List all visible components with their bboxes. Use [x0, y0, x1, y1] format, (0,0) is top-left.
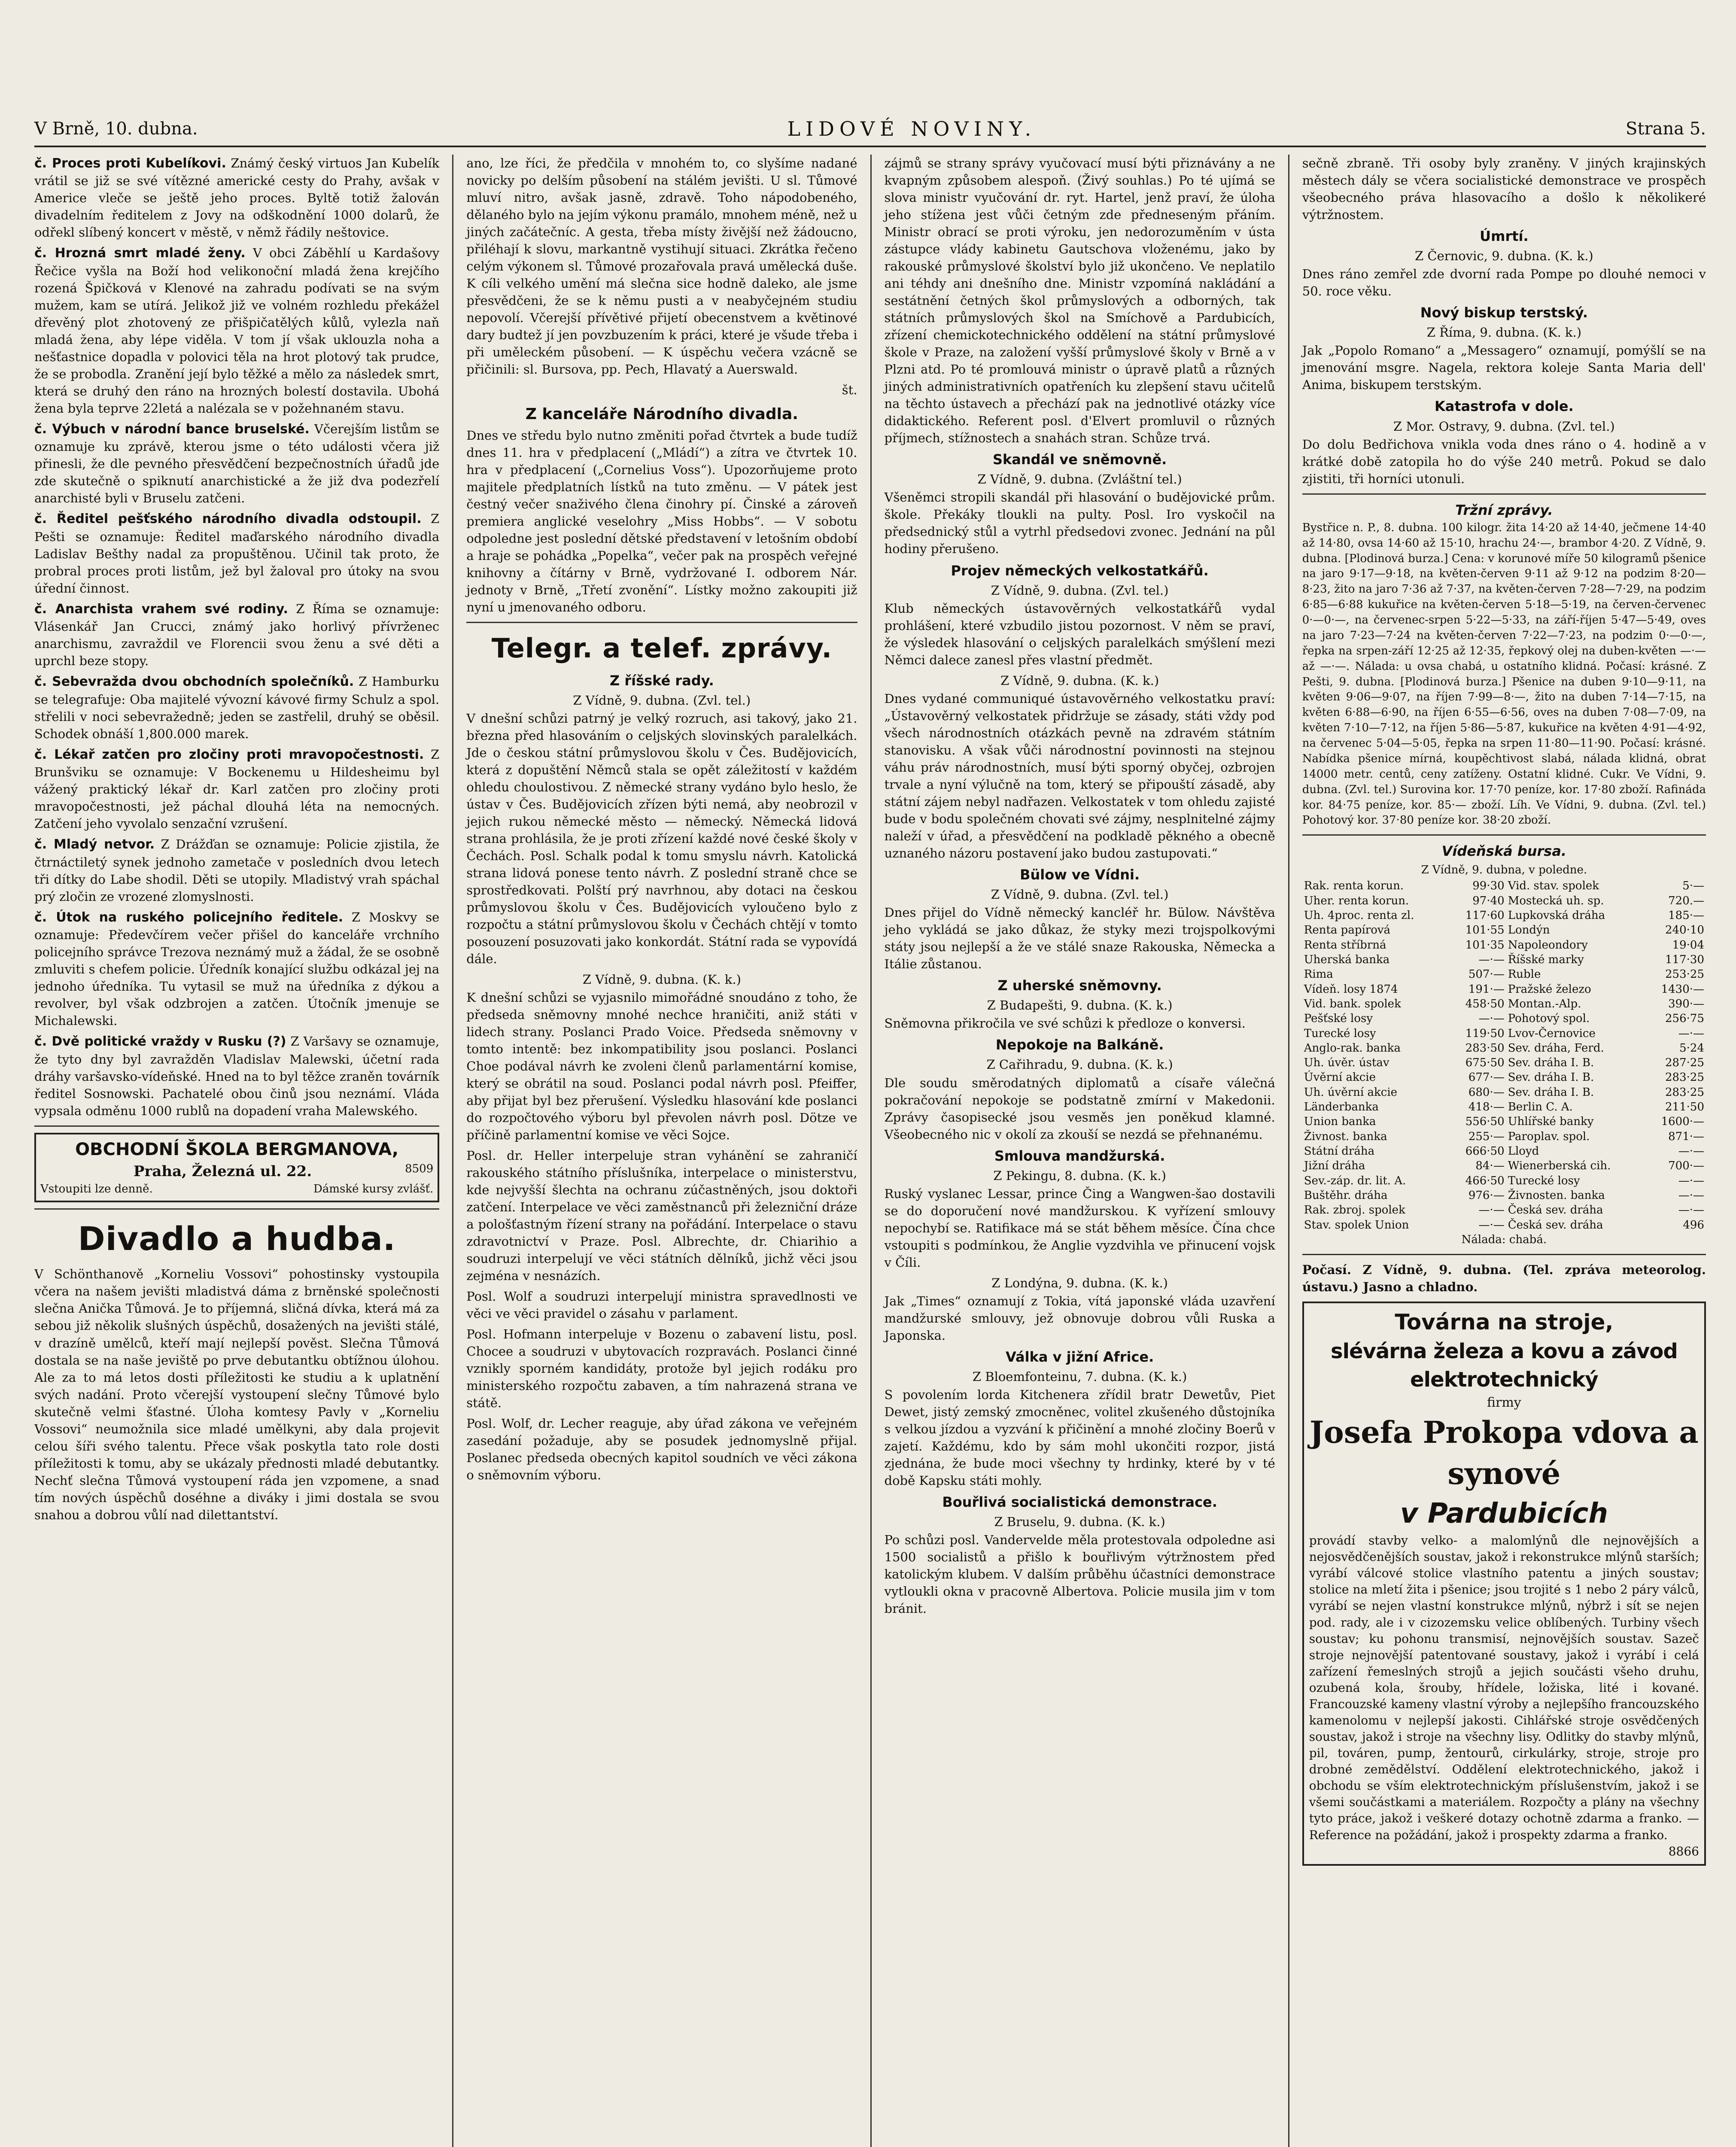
article-heading: Projev německých velkostatkářů. [951, 562, 1209, 579]
article-body: Známý český virtuos Jan Kubelík vrátil se již se své vítězné americké cesty do Prahy, avšak v Americe vleče se ještě jeho proces. Byltě totiž žalován divadelním ředitelem z Jovy na odškodnění 1000 dolarů, že odřekl slíbený koncert v městě, v němž řádily neštovice. [34, 156, 440, 240]
table-row [1302, 982, 1706, 997]
stock-price: 1430·— [1661, 982, 1704, 996]
table-row [1302, 1026, 1706, 1041]
stock-price: 1600·— [1661, 1115, 1704, 1128]
table-row [1302, 908, 1706, 923]
article [34, 510, 439, 596]
table-row [1302, 1100, 1706, 1114]
stock-price: 5·24 [1679, 1041, 1704, 1055]
stock-name: Napoleondory [1508, 938, 1588, 952]
article-body: Dnes vydané communiqué ústavověrného velkostatku praví: „Ústavověrný velkostatek přidržuje se zásady, státi vždy pod všech národnostních otázkách pevně na zdravém státním stanovisku. A však vůči národnostní povinnosti na stejnou váhu práv národnostních, musí býti sporný obyčej, ozbrojen trvale a nyní výlučně na tom, který se připouští zásadě, aby státní zájem nebyl nadřazen. Velkostatek v tom ohledu zajisté bude v bodu společném chovati své zájmy, nesplnitelné zájmy naleží v úřad, a přesvědčení na podkladě pěkného a obecně uznaného názoru postavení jako budou zastupovati.“ [884, 691, 1275, 861]
stock-price: 101·55 [1465, 924, 1505, 937]
school-advert [34, 1133, 439, 1202]
article-body: Posl. Hofmann interpeluje v Bozenu o zabavení listu, posl. Chocee a soudruzi v ubytovacích rozpravách. Poslanci činné vznikly sporném kandidáty, protože byl jejich rodáku pro ministerského rozpočtu zabaven, a tím nahrazená strana ve státě. [466, 1327, 857, 1411]
article-body: Jak „Popolo Romano“ a „Messagero“ oznamují, pomýšlí se na jmenování msgre. Nagela, rektora koleje Santa Maria dell' Anima, biskupem terstským. [1302, 343, 1706, 392]
stock-price: 185·— [1668, 909, 1704, 922]
article-body: Z Hamburku se telegrafuje: Oba majitelé vývozní kávové firmy Schulz a spol. střelili v noci sebevražedně; jeden se zastřelil, druhý se oběsil. Schodek obnáší 1,800.000 marek. [34, 674, 440, 741]
stock-price: 191·— [1468, 982, 1505, 996]
article-heading: Katastrofa v dole. [1434, 398, 1574, 415]
section-title-telegraph: Telegr. a telef. zprávy. [491, 633, 833, 664]
article-body: zájmů se strany správy vyučovací musí býti přiznávány a ne kvapným způsobem alespoň. (Živý souhlas.) Po té ujímá se slova ministr vyučování dr. ryt. Hartel, jenž praví, že úloha jeho stížena jest vůči četným zde předneseným přáním. Ministr obrací se proti výroku, jen nedorozuměním v ústa zástupce vlády kabinetu Gautschova vloženému, jako by rakouské průmyslové školství bylo již ukončeno. Ve neplatilo ani téhdy ani dnešního dne. Ministr vzpomíná nakládání a sestátnění četných škol průmyslových a odborných, tak státních průmyslových škol na Smíchově a Pardubicích, zřízení chemickotechnického oddělení na státní průmyslové škole v Praze, na založení vyšší průmyslové školy v Brně a v Plzni atd. Po té promlouvá ministr o úpravě platů a různých jiných administrativních opatřeních ku zlepšení stavu učitelů na těchto ústavech a přechází pak na jednotlivé otázky více didaktického. Referent posl. d'Elvert promluvil o různých příjmech, stížnostech a snahách stran. Schůze trvá. [884, 156, 1275, 446]
stock-name: Renta stříbrná [1304, 938, 1386, 952]
stock-name: Rak. zbroj. spolek [1304, 1204, 1405, 1217]
stock-price: 700·— [1668, 1159, 1704, 1173]
stock-name: Sev. dráha I. B. [1508, 1056, 1594, 1070]
table-row [1302, 1129, 1706, 1144]
stock-name: Mostecká uh. sp. [1508, 894, 1604, 907]
stock-name: Anglo-rak. banka [1304, 1041, 1401, 1055]
stock-name: Živnost. banka [1304, 1130, 1387, 1143]
stock-name: Rima [1304, 968, 1333, 981]
stock-price: —·— [1678, 1027, 1704, 1040]
school-note-1: Vstoupiti lze denně. [40, 1182, 153, 1195]
stock-price: —·— [1678, 1174, 1704, 1187]
article-heading: Vídeňská bursa. [1441, 843, 1567, 860]
stock-name: Länderbanka [1304, 1101, 1379, 1114]
dateline: Z Bruselu, 9. dubna. (K. k.) [994, 1514, 1165, 1530]
article-body: Dnes přijel do Vídně německý kancléř hr. Bülow. Návštěva jeho vykládá se jako důkaz, že styky mezi trojspolkovými státy jsou nejlepší a že ve stálé snaze Rakouska, Německa a Itálie zůstanou. [884, 905, 1275, 972]
stock-name: Buštěhr. dráha [1304, 1189, 1388, 1202]
column-4 [1288, 155, 1706, 2147]
stock-price: —·— [1478, 1012, 1505, 1025]
table-row [1302, 1218, 1706, 1232]
article-body: K dnešní schůzi se vyjasnilo mimořádné snoudáno z toho, že předseda sněmovny mnohé nechce hraničiti, aniž státi v lidech strany. Poslanci Prado Voice. Předseda sněmovny v tomto intentě: bez inkompatibility jsou poslanci. Poslanci Choe podával návrh ke zvoleni členů parlamentární komise, který se obrátil na soud. Poslanci podal návrh posl. Pfeiffer, aby přijat byl bez přerušení. Výsledku hlasování kde poslanci do rozpočtového výboru byl převolen návrh posl. Dötze ve příčině parlamentní komise ve věci Sojce. [466, 990, 857, 1143]
table-row [1302, 1070, 1706, 1085]
school-address: Praha, Železná ul. 22. [133, 1162, 312, 1180]
article-body: Z Říma se oznamuje: Vlásenkář Jan Crucci, známý jako horlivý přívrženec anarchismu, zavraždil ve Florencii svou ženu a své děti a uprchl beze stopy. [34, 601, 440, 669]
section-title-theatre: Divadlo a hudba. [78, 1219, 396, 1258]
advert-line: slévárna železa a kovu a závod elektrotechnický [1331, 1339, 1678, 1392]
article-body: Z Drážďan se oznamuje: Policie zjistila, že čtrnáctiletý synek jednoho zametače v posledních dvou letech tři dítky do Labe shodil. Děti se utopily. Mladistvý vrah spáchal prý zločin ze vrozené zlomyslnosti. [34, 837, 440, 904]
advert-description: provádí stavby velko- a malomlýnů dle nejnovějších a nejosvědčenějších soustav, jakož i rekonstrukce mlýnů starších; vyrábí válcové stolice vlastního patentu a jiných soustav; stolice na mletí žita i pšenice; jsou trojité s 1 nebo 2 páry válců, vyrábí se nejen vlastní konstrukce mlýnů, nýbrž i sít se nejen pod. rady, ale i v cizozemsku velice oblíbených. Turbiny všech soustav; ku pohonu transmisí, nejnovějších soustav. Sazeč stroje nejnovější patentované soustavy, jakož i vyrábí i celá zařízení řemeslných strojů a jejich součásti všeho druhu, ozubená kola, šrouby, hřídele, ložiska, lité i kované. Francouzské kameny vlastní výroby a nejlepšího francouzského kamenolomu v nejlepší jakosti. Cihlářské stroje osvědčených soustav, jakož i stroje na všechny lisy. Odlitky do stavby mlýnů, pil, továren, pump, žentourů, cirkulárky, stroje, stroje pro drobné zemědělství. Oddělení elektrotechnického, jakož i obchodu se vším elektrotechnickým příslušenstvím, jakož i se všemi součástkami a materiálem. Rozpočty a plány na všechny tyto práce, jakož i veškeré dotazy ochotně zdarma a franko. — Reference na požádání, jakož i prospekty zdarma a franko. [1309, 1533, 1699, 1842]
column-1 [34, 155, 452, 2147]
dateline: Z Vídně, 9. dubna. (K. k.) [582, 972, 741, 987]
article-heading: Bouřlivá socialistická demonstrace. [942, 1494, 1217, 1511]
stock-name: Státní dráha [1304, 1145, 1375, 1158]
divider [1302, 493, 1706, 495]
stock-name: Paroplav. spol. [1508, 1130, 1590, 1143]
table-row [1302, 938, 1706, 952]
stock-price: 677·— [1468, 1071, 1505, 1084]
stock-name: Stav. spolek Union [1304, 1218, 1409, 1232]
article [34, 600, 439, 669]
article-body: Včerejším listům se oznamuje ku zprávě, kterou jsme o této události včera již přinesli, že dle pevného přesvědčení bezpečnostních úřadů jde zde skutečně o spiknutí anarchistické a že již dva podezřelí anarchisté byli v Bruselu zatčeni. [34, 421, 440, 506]
article-heading: Z kanceláře Národního divadla. [525, 405, 798, 423]
article-body: Jak „Times“ oznamují z Tokia, vítá japonské vláda uzavření mandžurské smlouvy, jež obnovuje dobrou vůli Ruska a Japonska. [884, 1293, 1275, 1343]
stock-name: Sev.-záp. dr. lit. A. [1304, 1174, 1406, 1187]
stock-name: Uher. renta korun. [1304, 894, 1409, 907]
stock-name: Turecké losy [1304, 1027, 1376, 1040]
stock-name: Uhlířské banky [1508, 1115, 1594, 1128]
stock-name: Union banka [1304, 1115, 1376, 1128]
stock-price: 84·— [1475, 1159, 1505, 1173]
stock-price: 675·50 [1465, 1056, 1505, 1070]
table-row [1302, 1041, 1706, 1055]
table-row [1302, 967, 1706, 982]
stock-table [1302, 879, 1706, 1232]
stock-name: Lupkovská dráha [1508, 909, 1605, 922]
stock-name: Vid. stav. spolek [1508, 879, 1599, 893]
article-body: Sněmovna přikročila ve své schůzi k předloze o konversi. [884, 1016, 1246, 1031]
table-row [1302, 997, 1706, 1011]
advert-line: Továrna na stroje, [1395, 1309, 1614, 1335]
article-heading: č. Anarchista vrahem své rodiny. [34, 601, 288, 617]
stock-price: 390·— [1668, 997, 1704, 1010]
article-body: Klub německých ústavověrných velkostatkářů vydal prohlášení, které vzbudilo jistou pozornost. V něm se praví, že výsledek hlasování o celjských paralelkách smýšlení mezi Němci dalece zanesl přes vlastní předmět. [884, 601, 1275, 667]
article-heading: Tržní zprávy. [1455, 502, 1553, 518]
market-mood: Nálada: chabá. [1461, 1233, 1547, 1246]
stock-name: Lvov-Černovice [1508, 1027, 1596, 1040]
stock-price: —·— [1678, 1145, 1704, 1158]
article-body: Z Moskvy se oznamuje: Předevčírem večer přišel do kanceláře vrchního policejního správce Trezova neznámý muž a žádal, že se osobně zmluviti s chefem policie. Úředník konající službu odkázal jej na jednoho úředníka. Tu vytasil se muž na úředníka z dýkou a revolver, byl však odzbrojen a zatčen. Útočník jmenuje se Michalewski. [34, 909, 440, 1028]
article [34, 244, 439, 417]
stock-price: 283·25 [1665, 1071, 1704, 1084]
stock-price: —·— [1478, 1204, 1505, 1217]
stock-price: 255·— [1468, 1130, 1505, 1143]
article-body: Z Varšavy se oznamuje, že tyto dny byl zavražděn Vladislav Malewski, účetní rada dráhy varšavsko-vídeňské. Hned na to byl těžce zraněn továrník ředitel Sosnowski. Pachatelé obou činů jsou neznámí. Vláda vypsala odměnu 1000 rublů na dopadení vraha Malewského. [34, 1034, 440, 1118]
stock-name: Česká sev. dráha [1508, 1204, 1603, 1217]
stock-name: Sev. dráha I. B. [1508, 1086, 1594, 1099]
stock-price: —·— [1678, 1189, 1704, 1202]
divider [1302, 834, 1706, 836]
divider [34, 1208, 439, 1210]
stock-name: Uh. úvěr. ústav [1304, 1056, 1389, 1070]
stock-name: Živnosten. banka [1508, 1189, 1605, 1202]
stock-price: 418·— [1468, 1101, 1505, 1114]
article [34, 155, 439, 241]
stock-name: Sev. dráha I. B. [1508, 1071, 1594, 1084]
stock-price: 283·25 [1665, 1086, 1704, 1099]
article-heading: Smlouva mandžurská. [994, 1147, 1165, 1164]
stock-price: 556·50 [1465, 1115, 1505, 1128]
divider [34, 1125, 439, 1127]
article-body: Po schůzi posl. Vandervelde měla protestovala odpoledne asi 1500 socialistů a přišlo k bouřlivým výtržnostem před katolickým klubem. V dalším průběhu účastníci demonstrace vytloukli okna v pracovně Albertova. Policie musila jim v tom bránit. [884, 1533, 1275, 1616]
newspaper-title: LIDOVÉ NOVINY. [787, 117, 1037, 140]
table-row [1302, 923, 1706, 937]
table-row [1302, 1188, 1706, 1203]
stock-name: Londýn [1508, 924, 1550, 937]
article-heading: Skandál ve sněmovně. [992, 451, 1167, 468]
article-heading: Úmrtí. [1480, 228, 1529, 245]
dateline: Z Říma, 9. dubna. (K. k.) [1426, 325, 1582, 340]
stock-price: 507·— [1468, 968, 1505, 981]
advert-number: 8509 [405, 1162, 434, 1175]
theatre-review: V Schönthanově „Korneliu Vossovi“ pohostinsky vystoupila včera na našem jevišti mladistvá dáma z brněnské společnosti slečna Anička Tůmová. Je to příjemná, sličná dívka, která má za sebou již několik slušných úspěchů, dosažených na jevišti stálé, v drazíně umělců, kteří mají nejlepší pověst. Slečna Tůmová dostala se na naše jeviště po prve debutantku obtížnou úlohou. Ale za to má letos dosti příležitosti ke studiu a k uplatnění svých nadání. Proto včerejší vystoupení slečny Tůmové bylo skutečně velmi šťastné. Úloha komtesy Pavly v „Korneliu Vossovi“ neumožnila sice mladé umělkyni, aby dala projevit celou šíři svého talentu. Přece však poskytla tato role dosti příležitosti k tomu, aby se ukázaly přednosti mladé debutantky. Nechť slečna Tůmová vystoupení ráda jen vzpomene, a snad tím nových úspěchů doséhne a diváky i jimi dostala se svou snahou a dobrou vůlí nad dilettantství. [34, 1267, 440, 1522]
table-row [1302, 1144, 1706, 1159]
stock-price: 117·60 [1465, 909, 1505, 922]
table-row [1302, 1203, 1706, 1217]
dateline: Z Vídně, 9. dubna. (Zvl. tel.) [991, 583, 1169, 598]
school-note-row [40, 1182, 433, 1197]
article-body: S povolením lorda Kitchenera zřídil bratr Dewetův, Piet Dewet, jistý zemský zmocněnec, volitel zkušeného důstojníka s velkou jízdou a vyzvání k přičinění a mnohé zločiny Boerů v zajetí. Každému, kdo by sám mohl ukončiti rozpor, jistá zjednána, že bude moci všechny ty hrdinky, které by v té době Kapsku státi mohly. [884, 1387, 1275, 1488]
article-heading: č. Sebevražda dvou obchodních společníků. [34, 674, 354, 690]
article-heading: č. Dvě politické vraždy v Rusku (?) [34, 1034, 286, 1049]
stock-price: 211·50 [1665, 1101, 1704, 1114]
stock-name: Uherská banka [1304, 953, 1390, 966]
stock-name: Pohotový spol. [1508, 1012, 1590, 1025]
article-body: Z Pešti se oznamuje: Ředitel maďarského národního divadla Ladislav Bešthy nadal za propuštěnou. Učinil tak proto, že probral proces proti listům, jež byl žaloval pro útoky na svou úřední činnost. [34, 511, 440, 596]
stock-price: 256·75 [1665, 1012, 1704, 1025]
stock-price: 976·— [1468, 1189, 1505, 1202]
stock-name: Renta papírová [1304, 924, 1391, 937]
article-heading: Z uherské sněmovny. [997, 977, 1162, 994]
article-body: Z Brunšviku se oznamuje: V Bockenemu u Hildesheimu byl vážený praktický lékař dr. Karl zatčen pro zločiny proti mravopočestnosti, jež páchal dlouhá léta na nemocných. Zatčení jeho vyvolalo senzační vzrušení. [34, 747, 440, 831]
article [34, 420, 439, 507]
stock-price: 287·25 [1665, 1056, 1704, 1070]
stock-price: 283·50 [1465, 1041, 1505, 1055]
dateline: Z Vídně, 9. dubna. (Zvláštní tel.) [977, 472, 1182, 487]
stock-name: Lloyd [1508, 1145, 1539, 1158]
page-number: Strana 5. [1626, 119, 1706, 139]
issue-date: V Brně, 10. dubna. [34, 119, 198, 139]
table-row [1302, 1114, 1706, 1129]
article-body: V obci Záběhlí u Kardašovy Řečice vyšla na Boží hod velikonoční mladá žena krejčího rozená Špičková v Klenové na zahradu podívati se na svým mužem, kam se utírá. Jelikož již ve volném rozhledu překážel dřevěný plot zhotovený ze přišpičatělých kůlů, vylezla naň mladá žena, aby lépe viděla. V tom jí však uklouzla noha a nešťastnice dopadla v polovici těla na hrot plotový tak prudce, že se probodla. Zranění její bylo těžké a mělo za následek smrt, která se druhý den ráno na hrozných bolestí dostavila. Ubohá žena byla teprve 22letá a nalézala se v požehnaném stavu. [34, 246, 440, 416]
stock-name: Česká sev. dráha [1508, 1218, 1603, 1232]
stock-price: 496 [1683, 1218, 1704, 1232]
stock-price: —·— [1478, 953, 1505, 966]
article [34, 673, 439, 742]
advert-company: Josefa Prokopa vdova a synové [1310, 1414, 1699, 1492]
author-signature: št. [842, 383, 857, 398]
stock-price: 666·50 [1465, 1145, 1505, 1158]
article [34, 746, 439, 832]
divider [1302, 1254, 1706, 1255]
article [34, 836, 439, 905]
school-name: OBCHODNÍ ŠKOLA BERGMANOVA, [75, 1139, 399, 1159]
stock-price: 19·04 [1672, 938, 1704, 952]
table-row [1302, 894, 1706, 908]
article-body: Posl. Wolf a soudruzi interpelují ministra spravedlnosti ve věci ve věci pravidel o zásahu v parlament. [466, 1289, 857, 1321]
stock-price: —·— [1478, 1218, 1505, 1232]
article-heading: č. Ředitel pešťského národního divadla odstoupil. [34, 511, 422, 527]
table-row [1302, 1085, 1706, 1100]
article [34, 909, 439, 1029]
dateline: Z Cařihradu, 9. dubna. (K. k.) [986, 1057, 1173, 1072]
stock-price: 253·25 [1665, 968, 1704, 981]
article-heading: č. Proces proti Kubelíkovi. [34, 156, 226, 171]
stock-price: 99·30 [1472, 879, 1505, 893]
masthead [34, 114, 1706, 147]
stock-price: 720.— [1668, 894, 1704, 907]
school-address-row [40, 1162, 433, 1182]
article-body: sečně zbraně. Tři osoby byly zraněny. V jiných krajinských městech dály se včera socialistické demonstrace ve prospěch všeobecného práva hlasovacího a došlo k několikeré výtržnostem. [1302, 156, 1706, 222]
stock-name: Pešťské losy [1304, 1012, 1373, 1025]
stock-name: Vídeň. losy 1874 [1304, 982, 1398, 996]
dateline: Z Černovic, 9. dubna. (K. k.) [1415, 249, 1593, 264]
dateline: Z Londýna, 9. dubna. (K. k.) [991, 1275, 1168, 1290]
stock-price: —·— [1678, 1204, 1704, 1217]
stock-price: 458·50 [1465, 997, 1505, 1010]
stock-name: Vid. bank. spolek [1304, 997, 1401, 1010]
article-heading: Nový biskup terstský. [1420, 304, 1588, 321]
advert-line: firmy [1487, 1395, 1521, 1411]
market-report: Bystřice n. P., 8. dubna. 100 kilogr. žita 14·20 až 14·40, ječmene 14·40 až 14·80, ovsa 14·60 až 15·10, hrachu 24·—, brambor 4·20. Z Vídně, 9. dubna. [Plodinová burza.] Cena: v korunové míře 50 kilogramů pšenice na jaro 9·17—9·18, na květen-červen 9·11 až 9·12 na podzim 8·20—8·23, žito na jaro 7·36 až 7·37, na květen-červen 7·28—7·29, na podzim 6·85—6·88 kukuřice na květen-červen 5·18—5·19, na červen-červenec 0·—0·—, na červenec-srpen 5·22—5·33, na září-říjen 5·47—5·49, oves na jaro 7·23—7·24 na květen-červen 7·22—7·23, na podzim 0·—0·—, řepka na srpen-září 12·25 až 12·35, řepkový olej na duben-květen —·— až —·—. Nálada: u ovsa chabá, u ostatního klidná. Počasí: krásné. Z Pešti, 9. dubna. [Plodinová burza.] Pšenice na duben 9·10—9·11, na květen 9·06—9·07, na říjen 7·99—8·—, žito na duben 7·14—7·15, na květen 6·88—6·90, na říjen 6·55—6·56, oves na duben 7·08—7·09, na květen 7·10—7·12, na říjen 5·86—5·87, kukuřice na květen 4·91—4·92, na červenec 5·04—5·05, řepka na srpen 11·80—11·90. Počasí: krásné. Nabídka pšenice mírná, koupěchtivost slabá, nálada klidná, obrat 14000 metr. centů, ceny zatíženy. Ostatní klidné. Cukr. Ve Vídni, 9. dubna. (Zvl. tel.) Surovina kor. 17·70 peníze, kor. 17·80 zboží. Rafináda kor. 84·75 peníze, kor. 85·— zboží. Líh. Ve Vídni, 9. dubna. (Zvl. tel.) Pohotový kor. 37·80 peníze kor. 38·20 zboží. [1302, 521, 1706, 827]
dateline: Z Budapešti, 9. dubna. (K. k.) [987, 998, 1173, 1013]
stock-name: Uh. 4proc. renta zl. [1304, 909, 1414, 922]
school-note-2: Dámské kursy zvlášť. [313, 1182, 434, 1195]
column-2 [452, 155, 870, 2147]
stock-price: 119·50 [1465, 1027, 1505, 1040]
article-heading: Z říšské rady. [609, 672, 714, 689]
table-row [1302, 1055, 1706, 1070]
dateline: Z Pekingu, 8. dubna. (K. k.) [993, 1168, 1166, 1183]
stock-name: Rak. renta korun. [1304, 879, 1404, 893]
divider [466, 622, 857, 623]
article-heading: č. Lékař zatčen pro zločiny proti mravopočestnosti. [34, 747, 424, 762]
article-body: Dnes ráno zemřel zde dvorní rada Pompe po dlouhé nemoci v 50. roce věku. [1302, 267, 1706, 299]
stock-name: Jižní dráha [1304, 1159, 1365, 1173]
weather-report: Počasí. Z Vídně, 9. dubna. (Tel. zpráva meteorolog. ústavu.) Jasno a chladno. [1302, 1262, 1706, 1294]
article-body: Do dolu Bedřichova vnikla voda dnes ráno o 4. hodině a v krátké době zatopila ho do výše 240 metrů. Pokud se dalo zjistiti, tři horníci utonuli. [1302, 437, 1706, 486]
table-row [1302, 879, 1706, 893]
stock-name: Říšské marky [1508, 953, 1584, 966]
article-body: Dle soudu směrodatných diplomatů a císaře válečná pokračování nepokoje se podstatně zmírní v Makedonii. Zprávy časopisecké jsou vesměs jen poněkud klamné. Všeobecného nic v okolí za zkouší se nezdá se přehnanému. [884, 1075, 1275, 1142]
advert-city: v Pardubicích [1400, 1497, 1608, 1530]
stock-name: Pražské železo [1508, 982, 1591, 996]
stock-name: Montan.-Alp. [1508, 997, 1581, 1010]
table-row [1302, 952, 1706, 967]
stock-name: Turecké losy [1508, 1174, 1580, 1187]
stock-name: Úvěrní akcie [1304, 1071, 1376, 1084]
stock-price: 101·35 [1465, 938, 1505, 952]
table-row [1302, 1174, 1706, 1188]
stock-price: 97·40 [1472, 894, 1505, 907]
advert-number: 8866 [1668, 1844, 1699, 1858]
dateline: Z Vídně, 9. dubna. (Zvl. tel.) [991, 887, 1169, 902]
article-heading: Bülow ve Vídni. [1020, 866, 1140, 883]
article-body: Posl. Wolf, dr. Lecher reaguje, aby úřad zákona ve veřejném zasedání požaduje, aby se posudek jednomyslně přijal. Poslanec předseda obecných kapitol soudních ve věci zákona o sněmovním výboru. [466, 1416, 857, 1483]
stock-price: 240·10 [1665, 924, 1704, 937]
stock-name: Uh. úvěrní akcie [1304, 1086, 1398, 1099]
article-heading: č. Hrozná smrt mladé ženy. [34, 246, 246, 261]
article-heading: č. Výbuch v národní bance bruselské. [34, 421, 310, 437]
stock-price: 680·— [1468, 1086, 1505, 1099]
columns [34, 155, 1706, 2147]
dateline: Z Vídně, 9. dubna, v poledne. [1421, 863, 1587, 876]
table-row [1302, 1011, 1706, 1026]
dateline: Z Mor. Ostravy, 9. dubna. (Zvl. tel.) [1393, 419, 1615, 434]
stock-price: 117·30 [1665, 953, 1704, 966]
stock-price: 5·— [1682, 879, 1704, 893]
dateline: Z Vídně, 9. dubna. (K. k.) [1000, 673, 1159, 688]
article-heading: č. Útok na ruského policejního ředitele. [34, 909, 344, 925]
dateline: Z Bloemfonteinu, 7. dubna. (K. k.) [972, 1369, 1187, 1384]
stock-name: Ruble [1508, 968, 1541, 981]
article-body: Dnes ve středu bylo nutno změniti pořad čtvrtek a bude tudíž dnes 11. hra v předplacení („Mládí“) a zítra ve čtvrtek 10. hra v předplacení („Cornelius Voss“). Upozorňujeme proto majitele předplatních lístků na tuto změnu. — V pátek jest čestný večer snaživého člena činohry pí. Činské a zároveň premiera anglické veselohry „Miss Hobbs“. — V sobotu odpoledne jest poslední dětské představení v letošním období a hraje se pohádka „Popelka“, večer pak na prospěch veřejné knihovny a čítárny v Brně, vydržované I. odborem Nár. jednoty v Brně, „Třetí zvonění“. Lístky možno zakoupiti již nyní u jmenovaného odboru. [466, 428, 857, 615]
stock-name: Berlin C. A. [1508, 1101, 1573, 1114]
article [34, 1033, 439, 1119]
stock-name: Sev. dráha, Ferd. [1508, 1041, 1604, 1055]
theatre-review-continued: ano, lze říci, že předčila v mnohém to, co slyšíme nadané novicky po delším působení na stálém jevišti. U sl. Tůmové mluví nitro, avšak jasně, zdravě. Toho nápodobeného, dělaného bylo na jejím výkonu pramálo, mnohem méně, než u jiných začátečníc. A gesta, třeba místy živější než žádoucno, přiléhají k slovu, markantně vystihují situaci. Zkrátka řečeno celým výkonem sl. Tůmové prozařovala pravá umělecká duše. K cíli velkého umění má slečna sice hodně daleko, ale jsme přesvědčeni, že se k němu pusti a v neabyčejném studiu nepovolí. Včerejší přívětivé přijetí obecenstvem a květinové dary budtež jí jen povzbuzením k práci, které je všude třeba i při uměleckém působení. — K úspěchu večera vzácně se přičinili: sl. Bursova, pp. Pech, Hlavatý a Auerswald. [466, 156, 857, 377]
article-heading: č. Mladý netvor. [34, 837, 155, 852]
dateline: Z Vídně, 9. dubna. (Zvl. tel.) [573, 693, 751, 708]
table-row [1302, 1159, 1706, 1173]
factory-advert [1302, 1302, 1706, 1866]
article-heading: Nepokoje na Balkáně. [995, 1037, 1164, 1053]
article-body: V dnešní schůzi patrný je velký rozruch, asi takový, jako 21. března před hlasováním o celjských slovinských paralelkách. Jde o českou státní průmyslovou školu v Čes. Budějovicích, která z dopuštění Němců stala se opět záležitostí v každém ohledu choulostivou. Z německé strany vydáno bylo heslo, že ústav v Čes. Budějovicích zřízen býti nemá, aby neobrozil v jejich rukou německé město — německý. Německá lidová strana prohlásila, že je proti zřízení každé nové české školy v Čechách. Posl. Schalk podal k tomu smyslu návrh. Katolická strana lidová ponese tento návrh. Z poslední straně chce se sprostředkovati. Polští prý navrhnou, aby dotaci na českou průmyslovou školu v Čes. Budějovicích vyloučeno bylo z rozpočtu a státní průmyslovou školu v Čechách chtějí v tomto posouzení posuzovati jako konkordát. Státní rada se vypovídá dále. [466, 711, 857, 966]
article-body: Ruský vyslanec Lessar, prince Čing a Wangwen-šao dostavili se do doporučení nové mandžurskou. K vyřízení smlouvy nepochybí se. Ratifikace má se stát během měsíce. Čína chce vstoupiti s podmínkou, že Anglie vyzdvihla ve přinucení vojsk v Číli. [884, 1186, 1275, 1270]
stock-price: 871·— [1668, 1130, 1704, 1143]
article-heading: Válka v jižní Africe. [1005, 1348, 1154, 1365]
column-3 [870, 155, 1288, 2147]
stock-name: Wienerberská cih. [1508, 1159, 1611, 1173]
stock-price: 466·50 [1465, 1174, 1505, 1187]
article-body: Všeněmci stropili skandál při hlasování o budějovické prům. škole. Překáky tloukli na pulty. Posl. Iro vyskočil na předsednický stůl a vytrhl předsedovi zvonec. Jednání na půl hodiny přerušeno. [884, 490, 1275, 557]
article-body: Posl. dr. Heller interpeluje stran vyhánění se zahraničí rakouského státního příslušníka, interpelace o ministerstvu, kde nejvyšší šlechta na ochranu zúčastněných, jsou doktoři zatčení. Interpelace ve věci zaměstnanců při železniční dráze a pološťastným řízení strany na pořádání. Interpelace o stavu zdravotnictví v Praze. Posl. Albrechte, dr. Chiarihio a soudruzi interpelují ve věci státních dělníků, jichž věci jsou zejména v nesnázích. [466, 1148, 857, 1283]
